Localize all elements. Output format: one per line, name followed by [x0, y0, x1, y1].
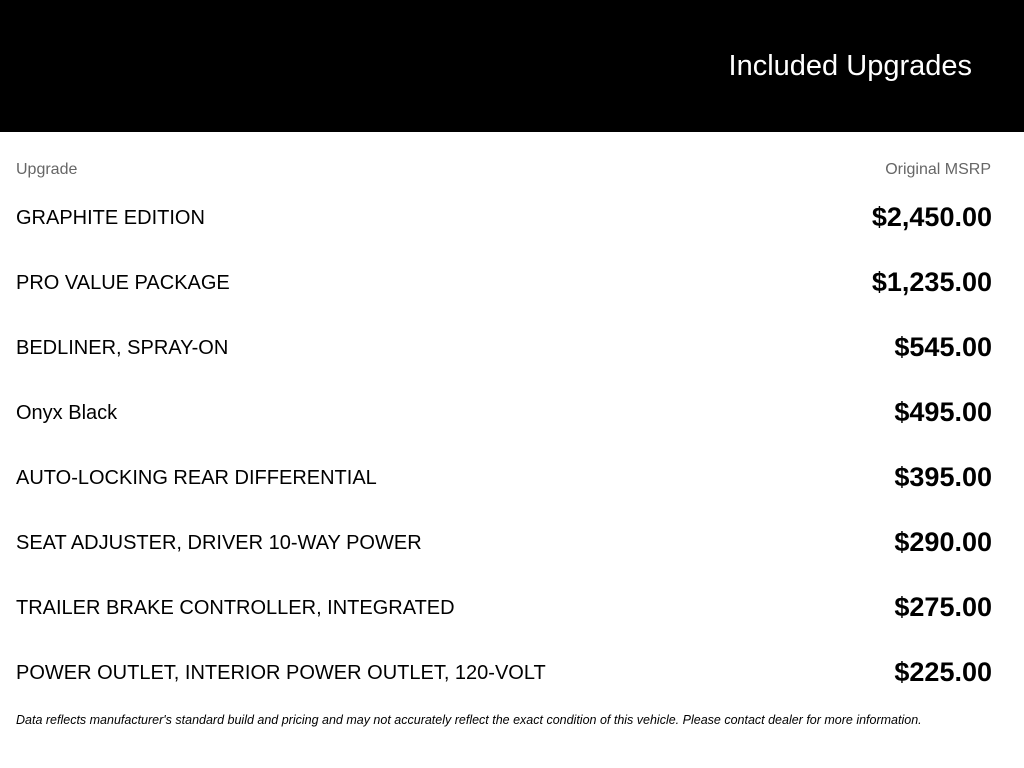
upgrade-row [16, 323, 992, 388]
upgrade-name: POWER OUTLET, INTERIOR POWER OUTLET, 120-VOLT [16, 662, 546, 684]
upgrade-price: $290.00 [894, 527, 992, 557]
upgrade-name: AUTO-LOCKING REAR DIFFERENTIAL [16, 467, 377, 489]
column-headers [16, 159, 991, 181]
upgrade-name: SEAT ADJUSTER, DRIVER 10-WAY POWER [16, 532, 422, 554]
upgrade-name: PRO VALUE PACKAGE [16, 272, 230, 294]
upgrade-price: $225.00 [894, 657, 992, 687]
upgrade-name: GRAPHITE EDITION [16, 207, 205, 229]
upgrade-list [16, 193, 992, 713]
upgrade-price: $495.00 [894, 397, 992, 427]
upgrade-name: BEDLINER, SPRAY-ON [16, 337, 229, 359]
upgrade-name: Onyx Black [16, 402, 118, 424]
upgrade-row [16, 388, 992, 453]
upgrade-row [16, 518, 992, 583]
upgrade-price: $1,235.00 [871, 267, 992, 297]
upgrade-row [16, 453, 992, 518]
upgrade-price: $545.00 [894, 332, 992, 362]
upgrade-name: TRAILER BRAKE CONTROLLER, INTEGRATED [16, 597, 455, 619]
column-header-upgrade: Upgrade [16, 161, 78, 178]
header-banner [0, 0, 1024, 132]
upgrade-row [16, 193, 992, 258]
upgrade-price: $2,450.00 [871, 202, 992, 232]
upgrade-price: $275.00 [894, 592, 992, 622]
disclaimer-text: Data reflects manufacturer's standard build and pricing and may not accurately reflect the exact condition of this vehicle. Please contact dealer for more information. [16, 713, 922, 727]
upgrade-row [16, 258, 992, 323]
upgrade-row [16, 583, 992, 648]
column-header-msrp: Original MSRP [885, 161, 991, 178]
page-title: Included Upgrades [728, 50, 972, 82]
upgrade-price: $395.00 [894, 462, 992, 492]
upgrade-row [16, 648, 992, 713]
